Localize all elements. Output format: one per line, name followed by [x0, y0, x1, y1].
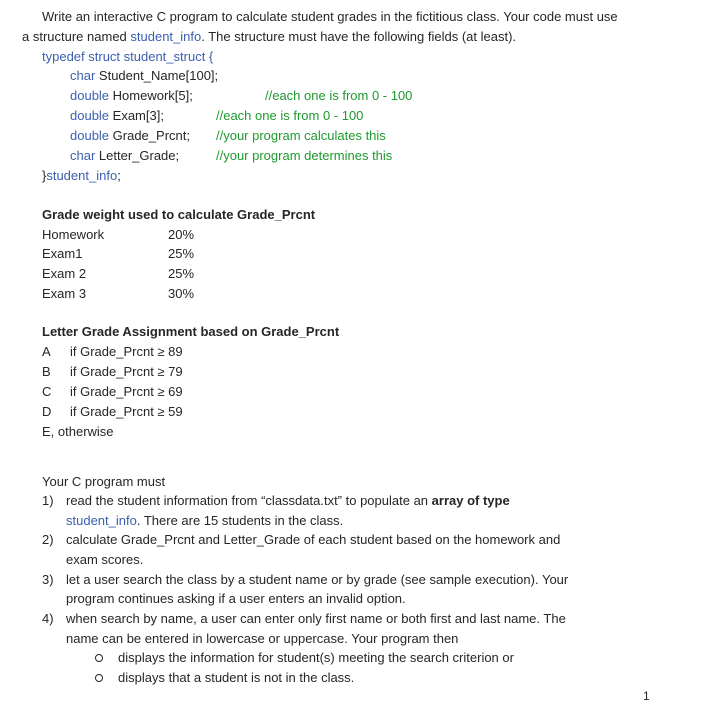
letters-heading: Letter Grade Assignment based on Grade_Prcnt [42, 324, 340, 339]
struct-name-reference: student_info [130, 29, 202, 44]
code-typedef-line: typedef struct student_struct { [42, 49, 214, 64]
letter-grade: B [42, 364, 51, 379]
weight-value: 25% [168, 246, 195, 261]
req-3-line-2: program continues asking if a user enters an invalid option. [66, 591, 406, 606]
code-type: double [70, 128, 110, 143]
letter-condition: if Grade_Prcnt ≥ 69 [70, 384, 183, 399]
code-decl: Grade_Prcnt; [109, 128, 190, 143]
intro-line-1: Write an interactive C program to calculate student grades in the fictitious class. Your code must use [42, 9, 618, 24]
req-number: 1) [42, 493, 54, 508]
code-field-student-name [70, 67, 218, 84]
req-1-text-b: . There are 15 students in the class. [136, 513, 344, 528]
code-field-grade-prcnt [70, 127, 190, 144]
req-4-line-2: name can be entered in lowercase or uppercase. Your program then [66, 631, 459, 646]
code-field-letter-grade [70, 147, 179, 164]
intro-text-a: a structure named [22, 29, 131, 44]
letter-grade: C [42, 384, 52, 399]
req-2-line-1: calculate Grade_Prcnt and Letter_Grade of each student based on the homework and [66, 532, 561, 547]
weight-value: 30% [168, 286, 195, 301]
weight-label: Exam 2 [42, 266, 87, 281]
letter-grade: A [42, 344, 51, 359]
req-1-line-1 [66, 492, 510, 509]
weight-label: Exam 3 [42, 286, 87, 301]
weight-label: Exam1 [42, 246, 83, 261]
code-decl: Letter_Grade; [95, 148, 180, 163]
code-comment-letter-grade: //your program determines this [216, 148, 393, 163]
req-3-line-1: let a user search the class by a student name or by grade (see sample execution). Your [66, 572, 569, 587]
req-4-sub-2: displays that a student is not in the class. [118, 670, 355, 685]
code-type: char [70, 68, 96, 83]
req-1-bold: array of type [431, 493, 510, 508]
code-type: char [70, 148, 96, 163]
req-number: 3) [42, 572, 54, 587]
weight-value: 20% [168, 227, 195, 242]
letter-condition: if Grade_Prcnt ≥ 59 [70, 404, 183, 419]
page-number: 1 [643, 689, 650, 703]
req-4-line-1: when search by name, a user can enter only first name or both first and last name. The [66, 611, 566, 626]
code-decl: Exam[3]; [109, 108, 164, 123]
code-closing-line [42, 167, 121, 184]
code-type: double [70, 108, 110, 123]
code-decl: Student_Name[100]; [95, 68, 219, 83]
letter-otherwise: E, otherwise [42, 424, 114, 439]
code-comment-homework: //each one is from 0 - 100 [265, 88, 413, 103]
code-close-semicolon: ; [117, 168, 121, 183]
requirements-intro: Your C program must [42, 474, 166, 489]
code-decl: Homework[5]; [109, 88, 193, 103]
hollow-bullet-icon [95, 674, 103, 682]
code-field-homework [70, 87, 193, 104]
req-1-struct-name: student_info [66, 513, 137, 528]
req-1-text: read the student information from “classdata.txt” to populate an [66, 493, 432, 508]
weights-heading: Grade weight used to calculate Grade_Prcnt [42, 207, 316, 222]
letter-grade: D [42, 404, 52, 419]
code-close-name: student_info [46, 168, 118, 183]
letter-condition: if Grade_Prcnt ≥ 89 [70, 344, 183, 359]
code-close-brace: } [42, 168, 47, 183]
code-comment-exam: //each one is from 0 - 100 [216, 108, 364, 123]
req-2-line-2: exam scores. [66, 552, 144, 567]
letter-condition: if Grade_Prcnt ≥ 79 [70, 364, 183, 379]
req-4-sub-1: displays the information for student(s) meeting the search criterion or [118, 650, 514, 665]
req-number: 4) [42, 611, 54, 626]
req-1-line-2 [66, 512, 343, 529]
code-field-exam [70, 107, 164, 124]
weight-label: Homework [42, 227, 105, 242]
code-comment-grade-prcnt: //your program calculates this [216, 128, 386, 143]
intro-text-b: . The structure must have the following fields (at least). [201, 29, 517, 44]
weight-value: 25% [168, 266, 195, 281]
intro-line-2 [22, 28, 516, 45]
req-number: 2) [42, 532, 54, 547]
hollow-bullet-icon [95, 654, 103, 662]
code-type: double [70, 88, 110, 103]
